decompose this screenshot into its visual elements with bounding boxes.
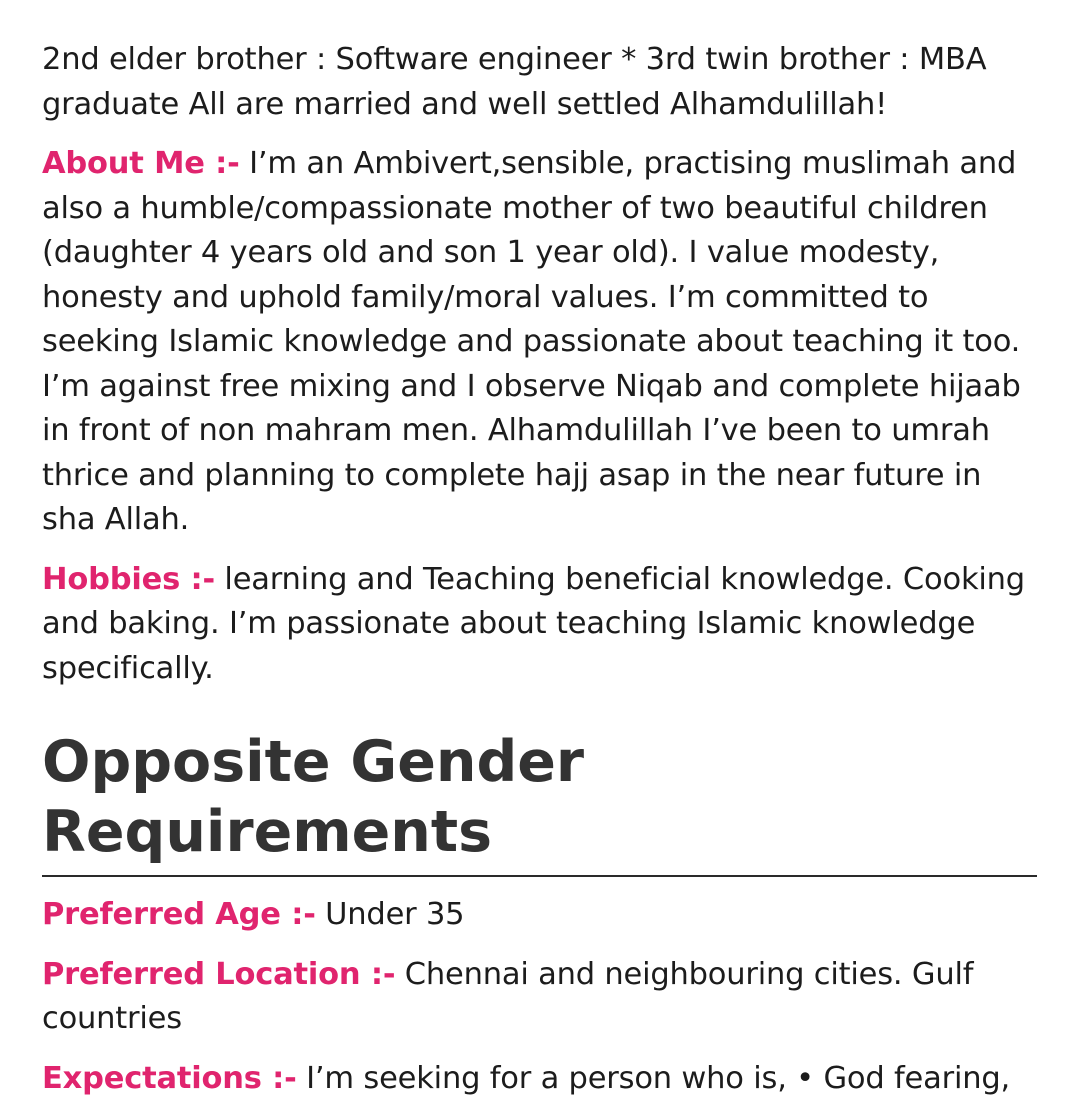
expectations-paragraph (42, 1057, 1042, 1101)
about-me-label: About Me :- (42, 146, 240, 181)
expectations-label: Expectations :- (42, 1061, 297, 1096)
hobbies-label: Hobbies :- (42, 562, 215, 597)
section-divider (42, 875, 1037, 877)
preferred-age-paragraph (42, 893, 1042, 938)
preferred-age-label: Preferred Age :- (42, 897, 316, 932)
family-continuation-paragraph (42, 38, 1042, 127)
about-me-paragraph (42, 142, 1042, 543)
preferred-location-label: Preferred Location :- (42, 957, 395, 992)
preferred-location-value: Chennai and neighbouring cities. Gulf countries (42, 957, 973, 1037)
preferred-age-value: Under 35 (316, 897, 465, 932)
profile-document (42, 38, 1042, 1101)
requirements-section-title: Opposite Gender Requirements (42, 727, 1042, 867)
family-continuation-text: 2nd elder brother : Software engineer * 3rd twin brother : MBA graduate All are married and well settled Alhamdulillah! (42, 42, 986, 122)
about-me-text: I’m an Ambivert,sensible, practising muslimah and also a humble/compassionate mother of two beautiful children (daughter 4 years old and son 1 year old). I value modesty, honesty and uphold family/moral values. I’m committed to seeking Islamic knowledge and passionate about teaching it too. I’m against free mixing and I observe Niqab and complete hijaab in front of non mahram men. Alhamdulillah I’ve been to umrah thrice and planning to complete hajj asap in the near future in sha Allah. (42, 146, 1021, 537)
preferred-location-paragraph (42, 953, 1042, 1042)
hobbies-text: learning and Teaching beneficial knowledge. Cooking and baking. I’m passionate about teaching Islamic knowledge specifically. (42, 562, 1025, 686)
expectations-text: I’m seeking for a person who is, • God fearing, (297, 1061, 1010, 1096)
hobbies-paragraph (42, 558, 1042, 692)
